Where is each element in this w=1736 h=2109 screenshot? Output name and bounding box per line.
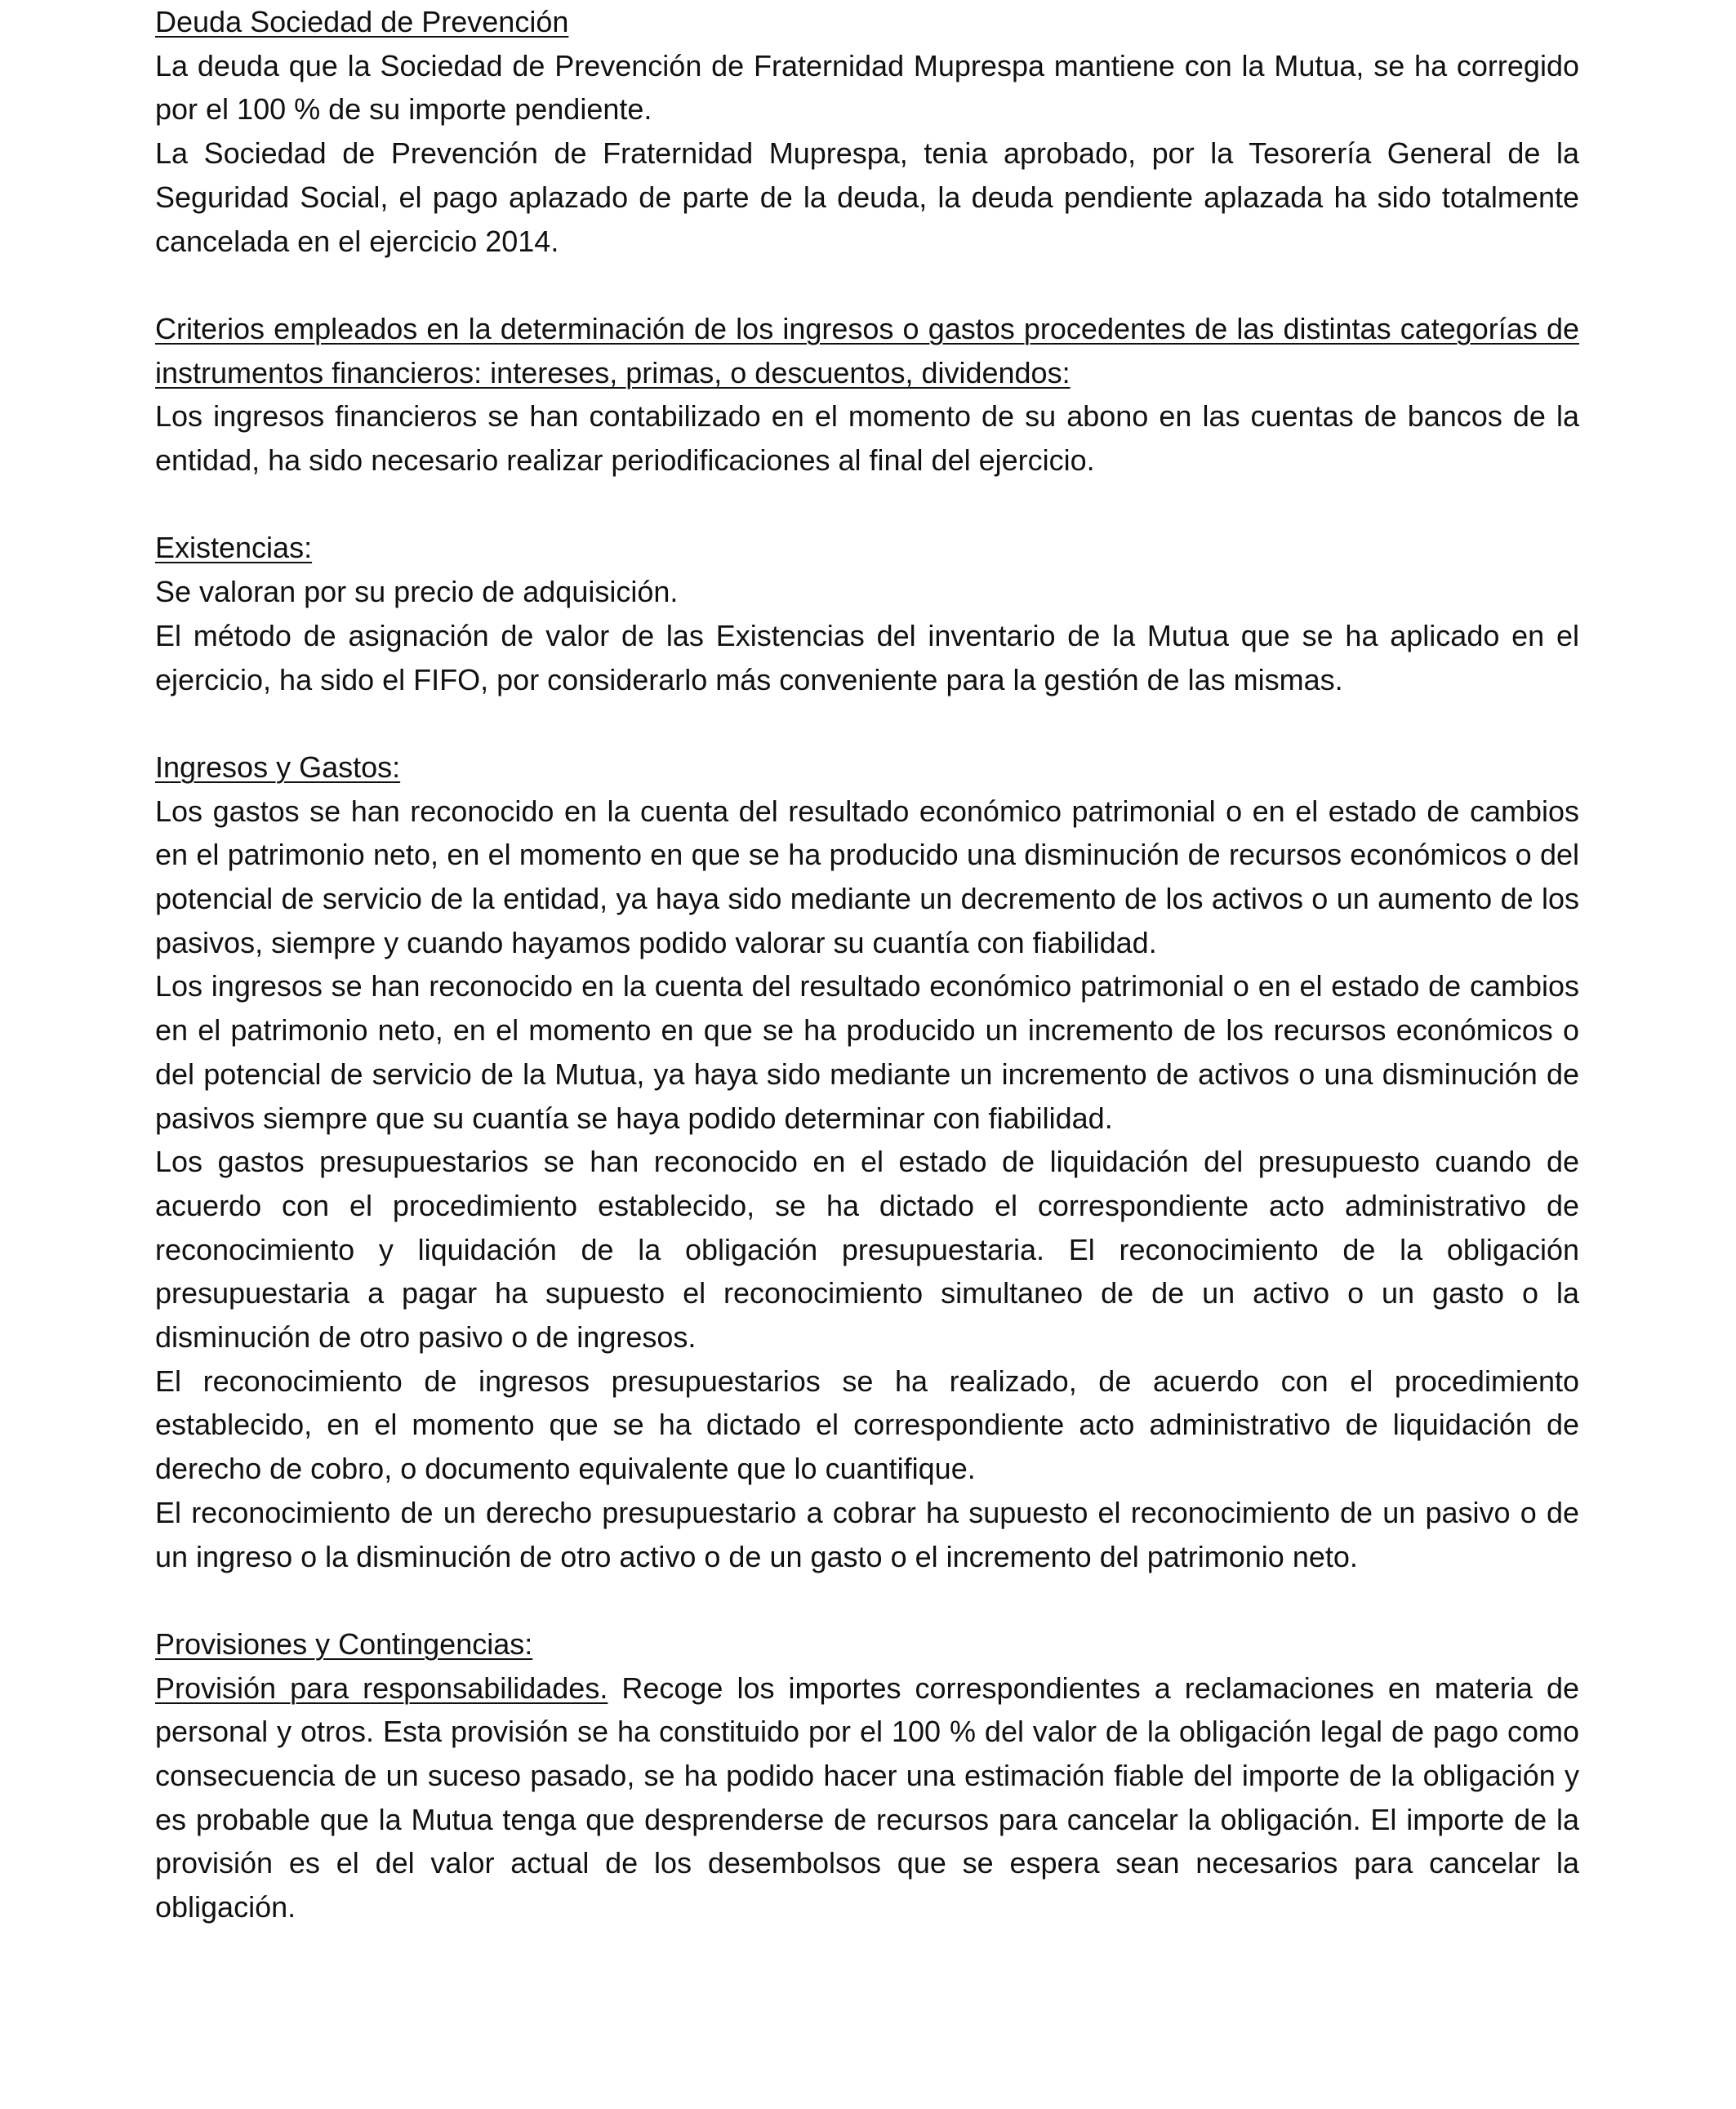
section-heading: Provisiones y Contingencias: bbox=[155, 1626, 533, 1661]
paragraph: Los ingresos se han reconocido en la cuenta del resultado económico patrimonial o en el estado de cambios en el patrimonio neto, en el momento en que se ha producido un incremento de los recursos económicos o del potencial de servicio de la Mutua, ya haya sido mediante un incremento de activos o una disminución de pasivos siempre que su cuantía se haya podido determinar con fiabilidad. bbox=[155, 969, 1579, 1135]
section-heading: Deuda Sociedad de Prevención bbox=[155, 5, 569, 38]
section-heading: Criterios empleados en la determinación de los ingresos o gastos procedentes de las distintas categorías de instrumentos financieros: intereses, primas, o descuentos, dividendos: bbox=[155, 311, 1579, 389]
paragraph: Se valoran por su precio de adquisición. bbox=[155, 575, 679, 609]
section-existencias bbox=[155, 526, 1579, 701]
paragraph: La deuda que la Sociedad de Prevención de Fraternidad Muprespa mantiene con la Mutua, se ha corregido por el 100 % de su importe pendiente. bbox=[155, 48, 1579, 127]
section-deuda-sociedad bbox=[155, 0, 1579, 263]
paragraph: El método de asignación de valor de las Existencias del inventario de la Mutua que se ha aplicado en el ejercicio, ha sido el FIFO, por considerarlo más conveniente para la gestión de las mismas. bbox=[155, 618, 1579, 696]
section-criterios-ingresos bbox=[155, 307, 1579, 483]
paragraph: El reconocimiento de un derecho presupuestario a cobrar ha supuesto el reconocimiento de un pasivo o de un ingreso o la disminución de otro activo o de un gasto o el incremento del patrimonio neto. bbox=[155, 1495, 1579, 1573]
section-ingresos-gastos bbox=[155, 745, 1579, 1578]
paragraph bbox=[155, 1666, 1579, 1929]
paragraph: La Sociedad de Prevención de Fraternidad Muprespa, tenia aprobado, por la Tesorería General de la Seguridad Social, el pago aplazado de parte de la deuda, la deuda pendiente aplazada ha sido totalmente cancelada en el ejercicio 2014. bbox=[155, 136, 1579, 258]
paragraph: Los ingresos financieros se han contabilizado en el momento de su abono en las cuentas de bancos de la entidad, ha sido necesario realizar periodificaciones al final del ejercicio. bbox=[155, 399, 1579, 478]
inline-subheading: Provisión para responsabilidades. bbox=[155, 1671, 608, 1705]
section-heading: Existencias: bbox=[155, 531, 313, 565]
paragraph: Los gastos presupuestarios se han reconocido en el estado de liquidación del presupuesto cuando de acuerdo con el procedimiento establecido, se ha dictado el correspondiente acto administrativo de reconocimiento y liquidación de la obligación presupuestaria. El reconocimiento de la obligación presupuestaria a pagar ha supuesto el reconocimiento simultaneo de de un activo o un gasto o la disminución de otro pasivo o de ingresos. bbox=[155, 1145, 1579, 1355]
paragraph-text: Recoge los importes correspondientes a reclamaciones en materia de personal y otros. Esta provisión se ha constituido por el 100 % del valor de la obligación legal de pago como consecuencia de un suceso pasado, se ha podido hacer una estimación fiable del importe de la obligación y es probable que la Mutua tenga que desprenderse de recursos para cancelar la obligación. El importe de la provisión es el del valor actual de los desembolsos que se espera sean necesarios para cancelar la obligación. bbox=[155, 1671, 1579, 1924]
paragraph: Los gastos se han reconocido en la cuenta del resultado económico patrimonial o en el estado de cambios en el patrimonio neto, en el momento en que se ha producido una disminución de recursos económicos o del potencial de servicio de la entidad, ya haya sido mediante un decremento de los activos o un aumento de los pasivos, siempre y cuando hayamos podido valorar su cuantía con fiabilidad. bbox=[155, 794, 1579, 959]
section-provisiones bbox=[155, 1622, 1579, 1929]
paragraph: El reconocimiento de ingresos presupuestarios se ha realizado, de acuerdo con el procedimiento establecido, en el momento que se ha dictado el correspondiente acto administrativo de liquidación de derecho de cobro, o documento equivalente que lo cuantifique. bbox=[155, 1364, 1579, 1486]
section-heading: Ingresos y Gastos: bbox=[155, 750, 401, 784]
document-page bbox=[155, 0, 1579, 1929]
